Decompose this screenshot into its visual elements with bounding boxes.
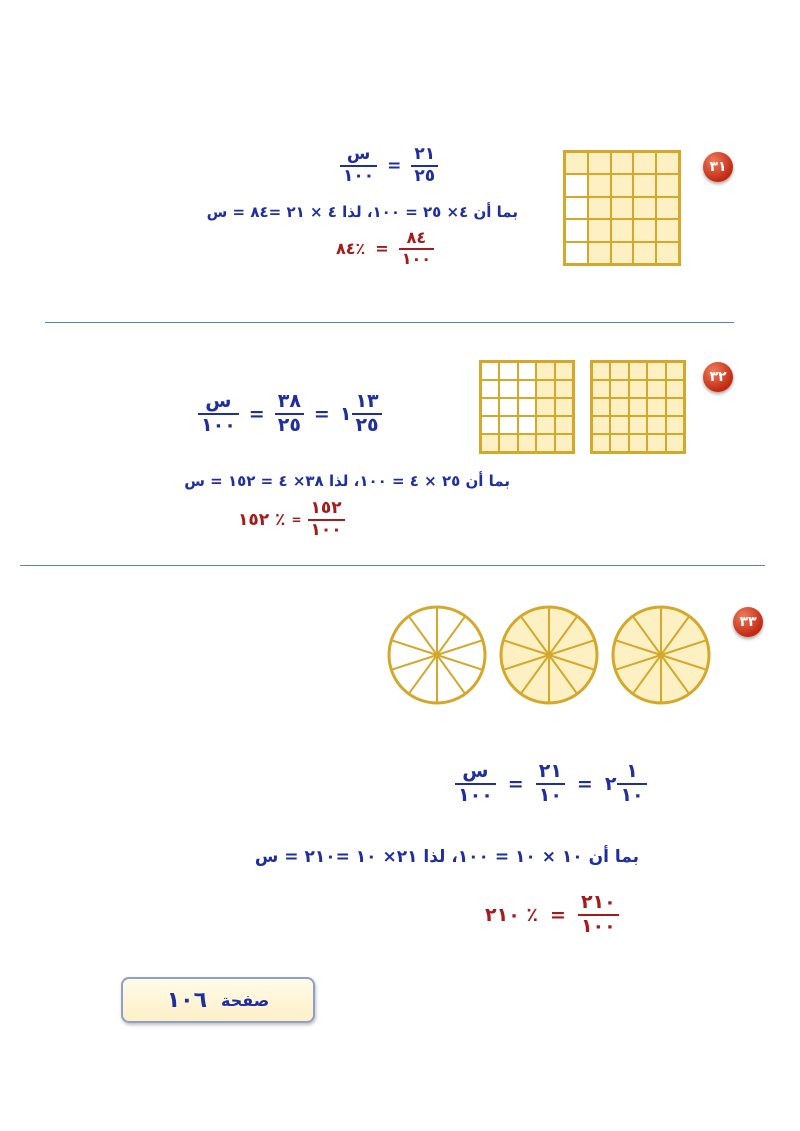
problem-number-badge: ٣١ <box>703 152 733 182</box>
fraction-circles <box>385 600 715 710</box>
grid-cell <box>656 152 679 174</box>
grid-cell <box>536 380 554 398</box>
grid-cell <box>666 434 684 452</box>
grid-cell <box>647 398 665 416</box>
grid-cell <box>629 398 647 416</box>
grid-cell <box>536 362 554 380</box>
grid-cell <box>555 362 573 380</box>
grid-cell <box>610 434 628 452</box>
grid-cell <box>565 174 588 196</box>
grid-cell <box>481 434 499 452</box>
grid-cell <box>499 434 517 452</box>
grid-cell <box>666 380 684 398</box>
percent-grid-full <box>590 360 686 454</box>
percent-grid <box>563 150 681 266</box>
grid-cell <box>555 380 573 398</box>
grid-cell <box>536 416 554 434</box>
grid-cell <box>499 362 517 380</box>
grid-cell <box>481 362 499 380</box>
grid-cell <box>611 219 634 241</box>
grid-cell <box>610 398 628 416</box>
percent-grid-partial <box>479 360 575 454</box>
grid-cell <box>666 362 684 380</box>
mixed-number: ٢ $\frac{١}{١٠}$ <box>605 762 647 806</box>
grid-cell <box>592 416 610 434</box>
grid-cell <box>610 416 628 434</box>
grid-cell <box>610 362 628 380</box>
grid-cell <box>588 242 611 264</box>
grid-cell <box>592 362 610 380</box>
grid-cell <box>518 380 536 398</box>
grid-cell <box>633 152 656 174</box>
solution-statement: بما أن ٢٥ × ٤ = ١٠٠، لذا ٣٨× ٤ = ١٥٢ = س <box>184 472 510 490</box>
grid-cell <box>629 362 647 380</box>
fraction-x-over-100: $\frac{\text{س}}{١٠٠}$ <box>340 146 377 186</box>
grid-cell <box>565 219 588 241</box>
grid-cell <box>666 416 684 434</box>
grid-cell <box>656 174 679 196</box>
percent-result: ٪ ١٥٢ = $\frac{١٥٢}{١٠٠}$ <box>238 500 345 540</box>
grid-cell <box>592 434 610 452</box>
grid-cell <box>555 416 573 434</box>
equation: $\frac{\text{س}}{١٠٠}$ = $\frac{٢١}{٢٥}$ <box>340 146 438 186</box>
grid-cell <box>588 219 611 241</box>
equation: $\frac{\text{س}}{١٠٠}$ = $\frac{٢١}{١٠}$ = ٢ $\frac{١}{١٠}$ <box>455 762 647 806</box>
grid-cell <box>610 380 628 398</box>
solution-statement: بما أن ١٠ × ١٠ = ١٠٠، لذا ٢١× ١٠ =٢١٠ = س <box>254 847 639 867</box>
fraction-given: $\frac{٢١}{٢٥}$ <box>411 146 438 186</box>
grid-cell <box>633 219 656 241</box>
divider <box>45 322 734 323</box>
grid-cell <box>592 380 610 398</box>
grid-cell <box>656 219 679 241</box>
grid-cell <box>629 380 647 398</box>
grid-cell <box>629 416 647 434</box>
grid-cell <box>565 242 588 264</box>
grid-cell <box>518 434 536 452</box>
grid-cell <box>499 416 517 434</box>
grid-cell <box>611 174 634 196</box>
grid-cell <box>611 242 634 264</box>
percent-result: ٪ ٢١٠ = $\frac{٢١٠}{١٠٠}$ <box>485 893 619 937</box>
grid-cell <box>588 152 611 174</box>
grid-cell <box>499 398 517 416</box>
page-word: صفحة <box>221 990 270 1010</box>
grid-cell <box>647 416 665 434</box>
problem-number-badge: ٣٢ <box>703 362 733 392</box>
grid-cell <box>481 380 499 398</box>
mixed-number: ١ $\frac{١٣}{٢٥}$ <box>340 392 382 436</box>
grid-cell <box>536 434 554 452</box>
grid-cell <box>588 174 611 196</box>
grid-cell <box>592 398 610 416</box>
grid-cell <box>647 362 665 380</box>
divider <box>20 565 765 566</box>
grid-cell <box>633 242 656 264</box>
grid-cell <box>565 152 588 174</box>
problem-number-badge: ٣٣ <box>733 607 763 637</box>
grid-cell <box>555 398 573 416</box>
grid-cell <box>611 197 634 219</box>
grid-cell <box>481 416 499 434</box>
grid-cell <box>656 197 679 219</box>
grid-cell <box>633 197 656 219</box>
grid-cell <box>656 242 679 264</box>
grid-cell <box>518 416 536 434</box>
equation: $\frac{\text{س}}{١٠٠}$ = $\frac{٣٨}{٢٥}$ = ١ $\frac{١٣}{٢٥}$ <box>198 392 382 436</box>
grid-cell <box>499 380 517 398</box>
grid-cell <box>481 398 499 416</box>
page-number-box <box>121 977 315 1023</box>
grid-cell <box>565 197 588 219</box>
grid-cell <box>647 434 665 452</box>
grid-cell <box>588 197 611 219</box>
grid-cell <box>666 398 684 416</box>
grid-cell <box>633 174 656 196</box>
grid-cell <box>518 362 536 380</box>
grid-cell <box>518 398 536 416</box>
grid-cell <box>555 434 573 452</box>
grid-cell <box>629 434 647 452</box>
page-number: ١٠٦ <box>166 987 208 1013</box>
solution-statement: بما أن ٤× ٢٥ = ١٠٠، لذا ٤ × ٢١ =٨٤ = س <box>206 203 518 221</box>
grid-cell <box>536 398 554 416</box>
grid-cell <box>611 152 634 174</box>
grid-cell <box>647 380 665 398</box>
percent-result: ٪٨٤ = $\frac{٨٤}{١٠٠}$ <box>336 230 434 268</box>
